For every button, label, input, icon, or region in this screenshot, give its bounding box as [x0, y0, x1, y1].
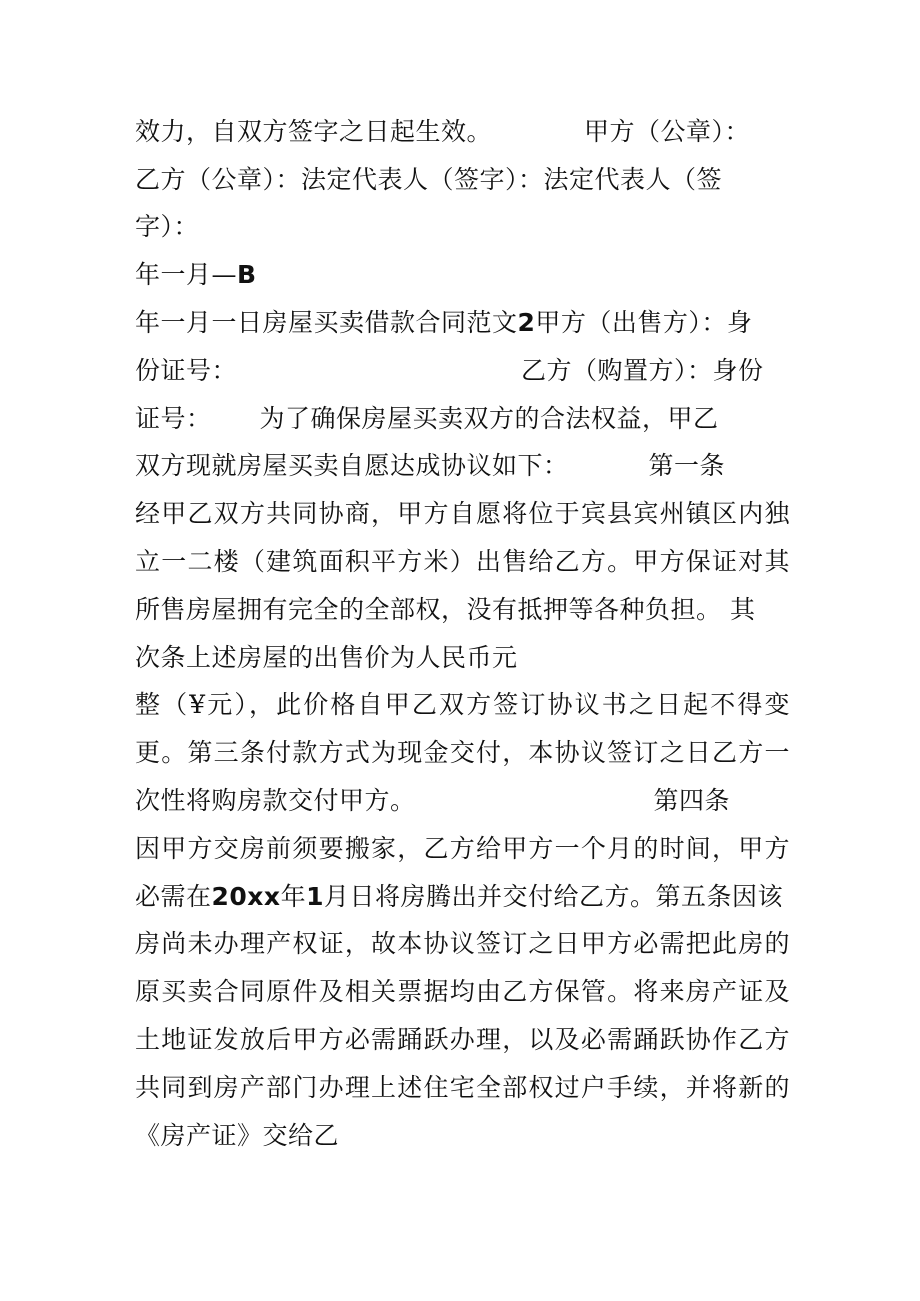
text-segment: 土地证发放后甲方必需踊跃办理，以及必需踊跃协作乙方 [135, 1025, 790, 1054]
text-line-20 [135, 1020, 790, 1060]
text-line-14 [135, 733, 790, 773]
text-segment: 《房产证》交给乙 [135, 1121, 340, 1150]
text-segment: 必需在 [135, 882, 212, 911]
text-segment: 共同到房产部门办理上述住宅全部权过户手续，并将新的 [135, 1073, 790, 1102]
text-line-21 [135, 1068, 790, 1108]
text-line-15 [135, 781, 730, 821]
text-segment: 第四条 [653, 786, 731, 815]
text-line-9 [135, 494, 790, 534]
text-segment: 乙方（公章）：法定代表人（签字）：法定代表人（签 [135, 165, 723, 194]
text-line-6 [135, 351, 764, 391]
text-line-2 [135, 160, 722, 200]
text-segment: 效力，自双方签字之日起生效。 [135, 117, 493, 146]
text-line-8 [135, 446, 725, 486]
text-segment: 所售房屋拥有完全的全部权，没有抵押等各种负担。 其 [135, 595, 756, 624]
text-segment: 甲方（出售方）：身 [535, 308, 753, 337]
text-segment: 为了确保房屋买卖双方的合法权益，甲乙 [259, 404, 719, 433]
text-line-1 [135, 112, 750, 152]
text-segment: 乙方（购置方）：身份 [521, 356, 764, 385]
text-segment: 整（¥元），此价格自甲乙双方签订协议书之日起不得变 [135, 690, 790, 719]
text-line-22 [135, 1116, 339, 1156]
text-segment: 年一月一日房屋买卖借款合同范文 [135, 308, 518, 337]
text-line-18 [135, 924, 790, 964]
text-segment: 次条上述房屋的出售价为人民币元 [135, 643, 518, 672]
text-segment: 字）： [135, 212, 200, 241]
text-segment: B [237, 260, 257, 289]
text-line-4 [135, 255, 257, 295]
text-segment: 经甲乙双方共同协商，甲方自愿将位于宾县宾州镇区内独 [135, 499, 790, 528]
text-segment: 20xx [211, 882, 281, 911]
text-segment: 第一条 [648, 451, 726, 480]
text-segment: 证号： [135, 404, 212, 433]
text-segment: 年 [280, 882, 307, 911]
text-segment: 更。第三条付款方式为现金交付，本协议签订之日乙方一 [135, 738, 790, 767]
text-segment: 2 [517, 308, 536, 337]
text-line-10 [135, 542, 790, 582]
text-line-5 [135, 303, 752, 343]
text-line-16 [135, 829, 790, 869]
text-segment: 双方现就房屋买卖自愿达成协议如下： [135, 451, 569, 480]
text-line-11 [135, 590, 755, 630]
text-segment: 原买卖合同原件及相关票据均由乙方保管。将来房产证及 [135, 977, 790, 1006]
text-segment: 房尚未办理产权证，故本协议签订之日甲方必需把此房的 [135, 929, 790, 958]
text-segment: 因甲方交房前须要搬家，乙方给甲方一个月的时间，甲方 [135, 834, 790, 863]
text-segment: 月日将房腾出并交付给乙方。第五条因该 [323, 882, 783, 911]
text-segment: 1 [306, 882, 324, 911]
text-line-7 [135, 399, 719, 439]
text-line-3 [135, 207, 199, 247]
text-line-12 [135, 638, 518, 678]
text-segment: 甲方（公章）： [584, 117, 751, 146]
text-line-13 [135, 685, 790, 725]
text-segment: 年一月— [135, 260, 238, 289]
text-line-19 [135, 972, 790, 1012]
text-segment: 次性将购房款交付甲方。 [135, 786, 416, 815]
text-line-17 [135, 877, 783, 917]
text-segment: 立一二楼（建筑面积平方米）出售给乙方。甲方保证对其 [135, 547, 790, 576]
text-segment: 份证号： [135, 356, 238, 385]
